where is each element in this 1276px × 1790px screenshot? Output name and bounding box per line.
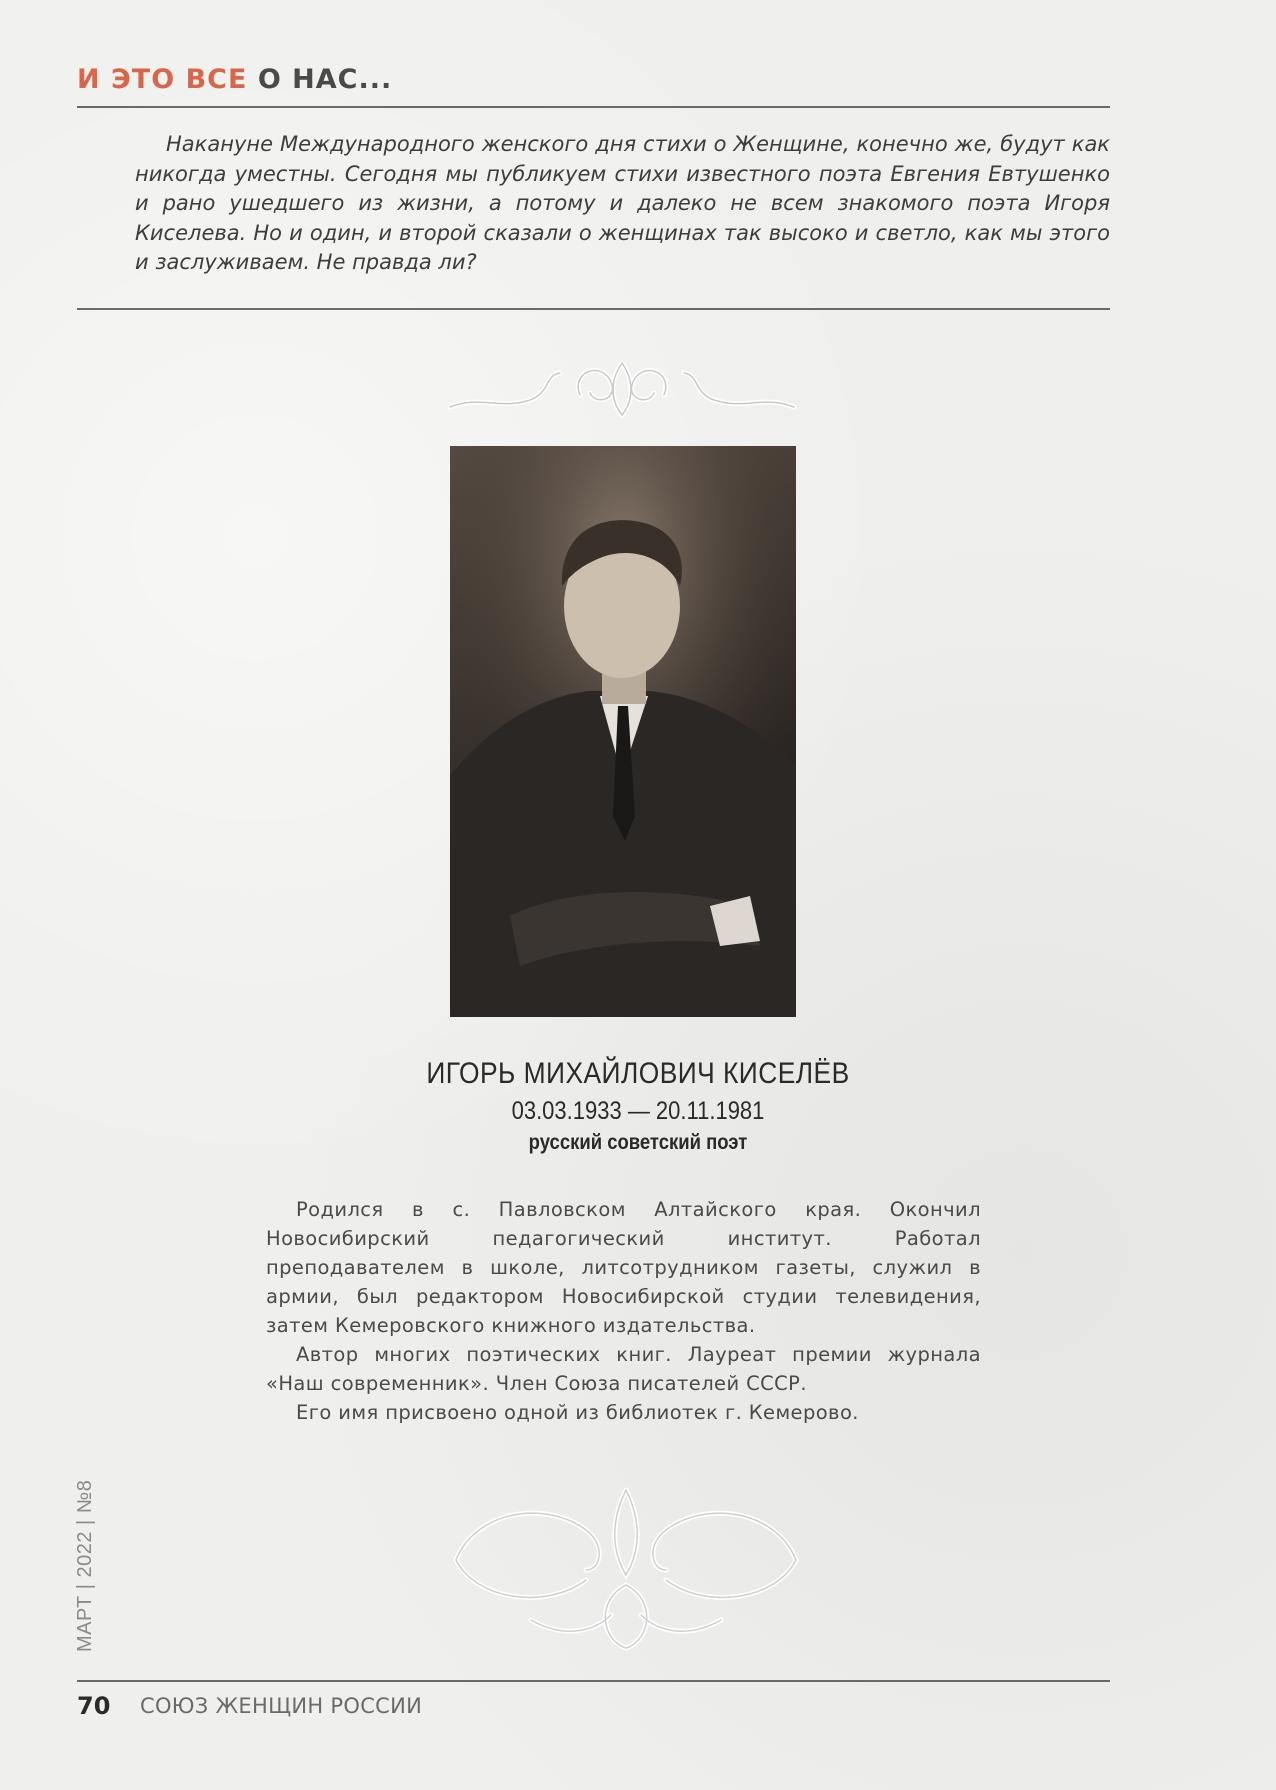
bio-paragraph-1: Родился в с. Павловском Алтайского края. Окончил Новосибирский педагогический институт. Работал преподавателем в школе, литсотрудником газеты, служил в армии, был редактором Новосибирской студии телевидения, затем Кемеровского книжного издательства.	[266, 1198, 981, 1337]
poet-role: русский советский поэт	[528, 1131, 748, 1154]
intro-text-block	[135, 130, 1110, 278]
section-title	[77, 66, 392, 93]
ornament-top-flourish	[440, 355, 804, 425]
section-title-accent: И ЭТО ВСЕ	[77, 64, 248, 95]
section-title-rest: О НАС...	[247, 64, 393, 95]
poet-biography	[266, 1195, 981, 1427]
page-number: 70	[77, 1692, 111, 1720]
bio-paragraph-3: Его имя присвоено одной из библиотек г. Кемерово.	[296, 1401, 859, 1424]
poet-portrait-photo	[450, 446, 796, 1017]
intro-paragraph: Накануне Международного женского дня стихи о Женщине, конечно же, будут как никогда уместны. Сегодня мы публикуем стихи известного поэта Евгения Евтушенко и рано ушедшего из жизни, а потому и далеко не всем знакомого поэта Игоря Киселева. Но и один, и второй сказали о женщинах так высоко и светло, как мы этого и заслуживаем. Не правда ли?	[135, 132, 1110, 274]
poet-dates: 03.03.1933 — 20.11.1981	[511, 1097, 765, 1125]
issue-side-label: МАРТ | 2022 | №8	[74, 1479, 96, 1652]
poet-name: ИГОРЬ МИХАЙЛОВИЧ КИСЕЛЁВ	[426, 1057, 850, 1090]
ornament-bottom-flourish	[436, 1470, 816, 1655]
footer-rule	[77, 1680, 1110, 1682]
bio-paragraph-2: Автор многих поэтических книг. Лауреат премии журнала «Наш современник». Член Союза писателей СССР.	[266, 1343, 981, 1395]
magazine-name: СОЮЗ ЖЕНЩИН РОССИИ	[140, 1694, 423, 1718]
intro-rule	[77, 308, 1110, 310]
header-rule	[77, 106, 1110, 108]
